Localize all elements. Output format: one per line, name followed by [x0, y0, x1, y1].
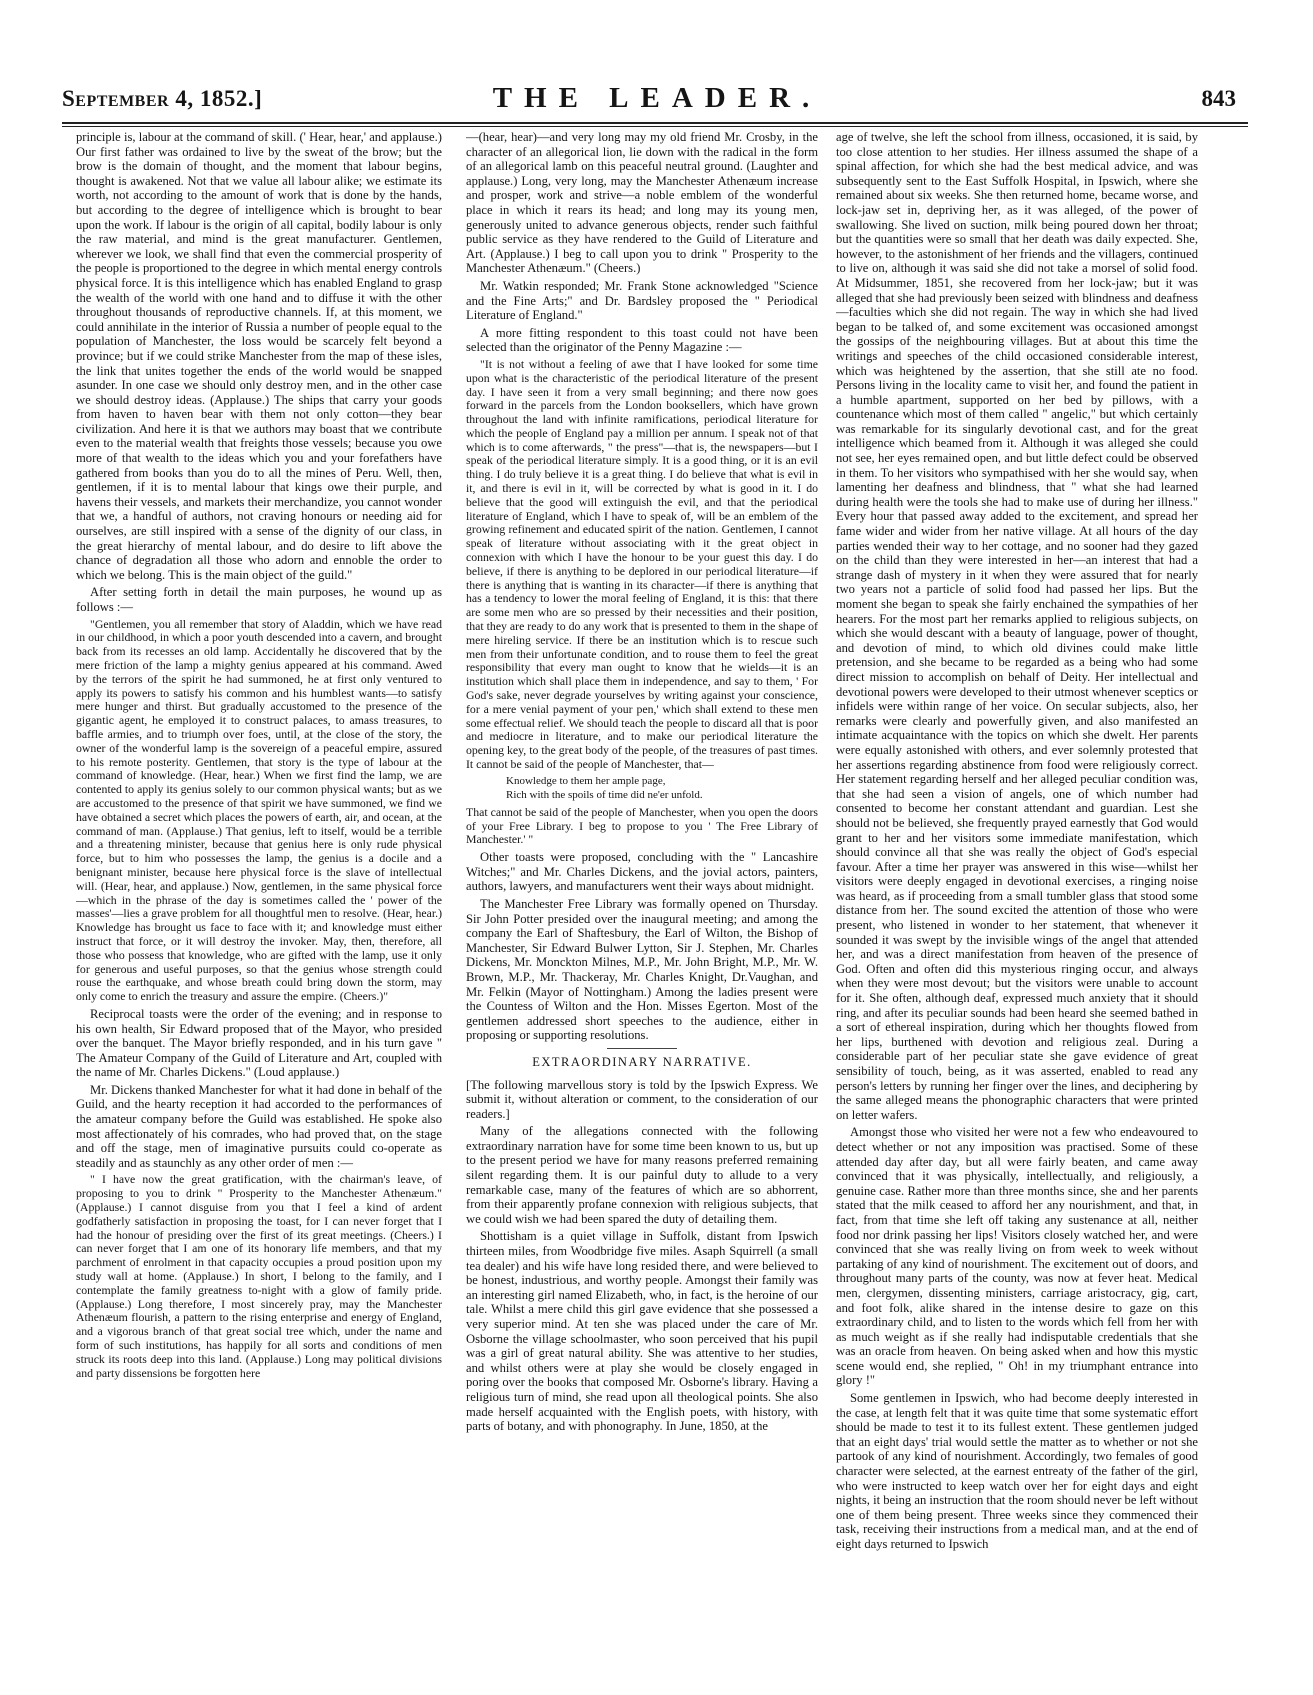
article-paragraph: Mr. Dickens thanked Manchester for what it had done in behalf of the Guild, and the hearty reception it had accorded to the performances of the amateur company before the Guild was established. He spoke also most affectionately of his comrades, who had proved that, on the stage and off the stage, men of imaginative pursuits could co-operate as steadily and as staunchly as any other order of men :—	[76, 1082, 442, 1170]
article-paragraph: A more fitting respondent to this toast could not have been selected than the originator of the Penny Magazine :—	[466, 325, 818, 355]
verse-line: Knowledge to them her ample page,	[506, 774, 666, 787]
article-paragraph: principle is, labour at the command of skill. (' Hear, hear,' and applause.) Our first father was ordained to live by the sweat of the brow; but the brow is the domain of thought, and the moment that labour begins, thought is awakened. Not that we value all labour alike; we estimate its worth, not according to the amount of work that is done by the hands, but according to the degree of intelligence which is brought to bear upon the work. If labour is the origin of all capital, bodily labour is only the raw material, and mind is the great manufacturer. Gentlemen, wherever we look, we shall find that even the commercial prosperity of the people is proportioned to the degree in which mental energy controls physical force. It is this intelligence which has enabled England to grasp the wealth of the world with one hand and to diffuse it with the other throughout thousands of reproductive channels. If, at this moment, we could annihilate in the interior of Russia a number of people equal to the population of Manchester, the loss would be scarcely felt beyond a province; but if we could strike Manchester from the map of these isles, the link that unites together the ends of the world would be snapped asunder. In one case we should only destroy men, and in the other case we should destroy ideas. (Applause.) The ships that carry your goods from haven to haven bear with them not only cotton—they bear civilization. And here it is that we authors may boast that we contribute even to the material wealth that freights those vessels; because you owe more of that wealth to the ideas which you and your forefathers have gathered from books than you do to all the mines of Peru. Well, then, gentlemen, if it is to mental labour that kings owe their purple, and havens their vessels, and markets their merchandize, you cannot wonder that we, a handful of authors, not craving honours or needing aid for ourselves, are still inspired with a sense of the dignity of our class, in the great hierarchy of mental labour, and do desire to lift above the chance of degradation all those who adorn and ennoble the order to which we belong. This is the main object of the guild."	[76, 130, 442, 582]
speech-quote: " I have now the great gratification, with the chairman's leave, of proposing to you to drink " Prosperity to the Manchester Athenæum." (Applause.) I cannot disguise from you that I feel a kind of ardent godfatherly satisfaction in proposing the toast, for I can never forget that I had the honour of presiding over the first of its great meetings. (Cheers.) I can never forget that I am one of its honorary life members, and that my parchment of enrolment in that capacity occupies a proud position upon my study wall at home. (Applause.) In short, I belong to the family, and I contemplate the family greatness to-night with a glow of family pride. (Applause.) Long therefore, I most sincerely pray, may the Manchester Athenæum flourish, a pattern to the rising enterprise and energy of England, and a vigorous branch of that great social tree which, under the name and form of such institutions, has happily for all sorts and conditions of men struck its roots deep into this land. (Applause.) Long may political divisions and party dissensions be forgotten here	[76, 1172, 442, 1380]
header-rule-thin	[62, 126, 1248, 127]
article-paragraph: Other toasts were proposed, concluding with the " Lancashire Witches;" and Mr. Charles Dickens, and the jovial actors, painters, authors, lawyers, and manufacturers went their ways about midnight.	[466, 850, 818, 894]
section-divider	[607, 1048, 677, 1049]
verse-line: Rich with the spoils of time did ne'er unfold.	[506, 788, 703, 801]
article-paragraph: age of twelve, she left the school from illness, occasioned, it is said, by too close attention to her studies. Her illness assumed the shape of a spinal affection, for which she had the best medical advice, and was subsequently sent to the East Suffolk Hospital, in Ipswich, where she remained about six weeks. She then returned home, became worse, and lock-jaw set in, depriving her, as it was alleged, of the power of swallowing. She lived on suction, milk being poured down her throat; but the quantities were so small that her death was daily expected. She, however, to the astonishment of her friends and the villagers, continued to live on, although it was said she did not take a morsel of solid food. At Midsummer, 1851, she recovered from her lock-jaw; but it was alleged that she had previously been seized with blindness and deafness—faculties which she did not regain. The way in which she had lived began to be talked of, and some excitement was occasioned amongst the gossips of the neighbouring villages. But at about this time the writings and speeches of the child occasioned considerable interest, which was heightened by the assertion, that she still ate no food. Persons living in the locality came to visit her, and found the patient in a humble apartment, supported on her bed by pillows, with a countenance which most of them called " angelic," but which certainly was remarkable for its singularly devotional cast, and for the great intelligence which beamed from it. Although it was alleged she could not see, her eyes remained open, and but little defect could be observed in them. To her visitors who sympathised with her she would say, when lamenting her deafness and blindness, that " what she had learned during health were the tools she had to make use of during her illness." Every hour that passed away added to the excitement, and spread her fame wider and wider from her native village. At all hours of the day parties wended their way to her cottage, and no sooner had they gazed on the child than they were interested in her—an interest that had a strange dash of mystery in it when they were assured that for nearly two years not a particle of solid food had passed her lips. But the moment she began to speak she fairly enchained the sympathies of her hearers. For the most part her remarks applied to religious subjects, on which she would descant with a beauty of language, power of thought, and devotion of mind, to which old divines could make little pretension, and she became to be regarded as a being who had some direct mission to accomplish on behalf of Deity. Her intellectual and devotional powers were developed to their utmost whenever sceptics or infidels were within range of her voice. On secular subjects, also, her remarks were clearly and powerfully given, and also manifested an intimate acquaintance with the topics on which she dwelt. Her parents were equally astonished with others, and ever solemnly protested that her assertions regarding abstinence from food were religiously correct. Her statement regarding herself and her alleged peculiar condition was, that she had seen a vision of angels, one of which number had consented to become her constant attendant and guardian. Lest she should not be believed, she frequently prayed earnestly that God would grant to her and her visitors some immediate manifestation, which should convince all that she was really the object of God's especial favour. After a time her prayer was answered in this wise—whilst her visitors were deeply engaged in devotional exercises, a ringing noise was heard, as if proceeding from a small tumbler glass that stood some distance from her. The sound excited the attention of those who were present, who listened in wonder to her statement, that whenever it sounded it was swept by the invisible wings of the angel that attended her, and was a direct manifestation from heaven of the presence of God. Often and often did this mysterious ringing occur, and always when they were most devout; but the visitors were unable to account for it. She often, although deaf, expressed much anxiety that it should ring, and after its peculiar sounds had been heard she seemed bathed in a sort of ethereal inspiration, during which her thoughts flowed from her lips, burthened with devotion and religious zeal. During a considerable part of her peculiar state she gave evidence of great sensibility of touch, being, as it was asserted, enabled to read any person's letters by running her finger over the lines, and deciphering by the same alleged means the phonographic characters that were printed on letter wafers.	[836, 130, 1198, 1122]
article-paragraph: Many of the allegations connected with the following extraordinary narration have for some time been known to us, but up to the present period we have for many reasons preferred remaining silent regarding them. It is our painful duty to allude to a very remarkable case, many of the features of which are so abhorrent, from their apparently profane connexion with religious subjects, that we could wish we had been spared the duty of detailing them.	[466, 1124, 818, 1226]
speech-quote: "It is not without a feeling of awe that I have looked for some time upon what is the characteristic of the periodical literature of the present day. I have seen it from a very small beginning; and there now goes forward in the parcels from the London booksellers, which have grown throughout the land with infinite ramifications, periodical literature for which the people of England pay a million per annum. I speak not of that which is to come afterwards, " the press"—that is, the newspapers—but I speak of the periodical literature simply. It is a good thing, or it is an evil thing. I do truly believe it is a great thing. I do believe that what is evil in it, and there is evil in it, will be corrected by what is good in it. I do believe that the good will extinguish the evil, and that the periodical literature of England, which I have to speak of, will be an emblem of the growing refinement and educated spirit of the nation. Gentlemen, I cannot speak of literature without associating with it the great object in connexion with which I have the honour to be your guest this day. I do believe, if there is anything to be deplored in our periodical literature—if there is anything that is wanting in its character—if there is anything that has a tendency to lower the moral feeling of England, it is this: that there are some men who are so pressed by their necessities and their position, that they are ready to do any work that is presented to them in the shape of mere hireling service. If there be an institution which is to rescue such men from their unfortunate condition, and to rouse them to feel the great responsibility that every man ought to know that he wields—it is an institution which shall place them in independence, and say to them, ' For God's sake, never degrade yourselves by writing against your conscience, for a mere venial payment of your pen,' which shall extend to these men some effectual relief. We should teach the people to discard all that is poor and mediocre in literature, and to make our periodical literature the opening key, to the great body of the people, of the treasures of past times. It cannot be said of the people of Manchester, that—	[466, 356, 818, 772]
page-header	[62, 82, 1252, 118]
speech-quote: —(hear, hear)—and very long may my old friend Mr. Crosby, in the character of an allegorical lion, lie down with the radical in the form of an allegorical lamb on this peaceful neutral ground. (Laughter and applause.) Long, very long, may the Manchester Athenæum increase and prosper, work and strive—a noble emblem of the wonderful place in which it rears its head; and long may its young men, generously united to advance generous objects, render such faithful public service as they have rendered to the Guild of Literature and Art. (Applause.) I beg to call upon you to drink " Prosperity to the Manchester Athenæum." (Cheers.)	[466, 130, 818, 276]
article-paragraph: Amongst those who visited her were not a few who endeavoured to detect whether or not any imposition was practised. Some of these attended day after day, but all were fairly beaten, and came away convinced that it was physically, intellectually, and religiously, a genuine case. Rather more than three months since, she and her parents stated that the milk ceased to afford her any nourishment, and that, in fact, from that time she left off taking any sustenance at all, neither food nor drink passing her lips! Visitors closely watched her, and were convinced that she was really living on from week to week without partaking of any kind of nourishment. The excitement out of doors, and throughout many parts of the county, was now at fever heat. Medical men, clergymen, dissenting ministers, carriage aristocracy, gig, cart, and foot folk, alike shared in the intense desire to gaze on this extraordinary child, and to listen to the words which fell from her with as much weight as if she really had indisputable credentials that she was an oracle from heaven. On being asked when and how this mystic scene would end, she replied, " Oh! in my triumphant entrance into glory !"	[836, 1125, 1198, 1388]
section-title: EXTRAORDINARY NARRATIVE.	[532, 1054, 752, 1069]
newspaper-title: THE LEADER.	[492, 82, 822, 114]
editor-note: [The following marvellous story is told by the Ipswich Express. We submit it, without alteration or comment, to the consideration of our readers.]	[466, 1077, 818, 1121]
column-left	[76, 130, 442, 1675]
article-paragraph: After setting forth in detail the main purposes, he wound up as follows :—	[76, 585, 442, 614]
column-right	[836, 130, 1198, 1675]
column-middle	[466, 130, 818, 1675]
page-number: 843	[1201, 86, 1236, 111]
article-paragraph: Some gentlemen in Ipswich, who had become deeply interested in the case, at length felt that it was quite time that some systematic effort should be made to test it to its fullest extent. These gentlemen judged that an eight days' trial would settle the matter as to whether or not she partook of any kind of nourishment. Accordingly, two females of good character were selected, at the earnest entreaty of the father of the girl, who were instructed to keep watch over her for eight days and eight nights, it being an instruction that the room should never be left without one of them being present. Three weeks since they commenced their task, receiving their instructions from a medical man, and at the end of eight days returned to Ipswich	[836, 1391, 1198, 1551]
header-rule-thick	[62, 122, 1248, 124]
issue-date: September 4, 1852.]	[62, 86, 263, 111]
article-paragraph: Mr. Watkin responded; Mr. Frank Stone acknowledged "Science and the Fine Arts;" and Dr. Bardsley proposed the " Periodical Literature of England."	[466, 278, 818, 323]
speech-quote: "Gentlemen, you all remember that story of Aladdin, which we have read in our childhood, in which a poor youth descended into a cavern, and brought back from its recesses an old lamp. Accidentally he discovered that by the mere friction of the lamp a mighty genius appeared at his command. Awed by the terrors of the spirit he had summoned, he at first only ventured to apply its powers to satisfy his common and his humblest wants—to satisfy mere hunger and thirst. But gradually accustomed to the presence of the gigantic agent, he employed it to construct palaces, to amass treasures, to baffle armies, and to triumph over foes, until, at the close of the story, the owner of the wonderful lamp is the sovereign of a peaceful empire, assured to his remote posterity. Gentlemen, that story is the type of labour at the command of knowledge. (Hear, hear.) When we first find the lamp, we are contented to apply its genius solely to our common physical wants; but as we are accustomed to the presence of that spirit we have summoned, we find we have obtained a secret which places the powers of earth, air, and ocean, at the command of man. (Applause.) That genius, left to itself, would be a terrible and a threatening minister, because that genius here is only rude physical force, but to him who possesses the lamp, the genius is a docile and a benignant minister, because here physical force is the slave of intellectual will. (Hear, hear, and applause.) Now, gentlemen, in the same physical force—which in the phrase of the day is sometimes called the ' power of the masses'—lies a grave problem for all thoughtful men to resolve. (Hear, hear.) Knowledge has brought us face to face with it; and knowledge must either instruct that force, or it will destroy the invoker. May, then, therefore, all those who possess that knowledge, who are gifted with the lamp, use it only for generous and useful purposes, so that the genius whose strength could rouse the earthquake, and whose breath could bring down the storm, may only come to enrich the treasury and assure the empire. (Cheers.)"	[76, 616, 442, 1004]
article-paragraph: The Manchester Free Library was formally opened on Thursday. Sir John Potter presided over the inaugural meeting; and among the company the Earl of Shaftesbury, the Earl of Wilton, the Bishop of Manchester, Sir Edward Bulwer Lytton, Sir J. Stephen, Mr. Charles Dickens, Mr. Monckton Milnes, M.P., Mr. John Bright, M.P., Mr. W. Brown, M.P., Mr. Thackeray, Mr. Charles Knight, Dr.Vaughan, and Mr. Felkin (Mayor of Nottingham.) Among the ladies present were the Countess of Wilton and the Hon. Misses Egerton. Most of the gentlemen addressed short speeches to the audience, either in proposing or supporting resolutions.	[466, 896, 818, 1043]
article-paragraph: Reciprocal toasts were the order of the evening; and in response to his own health, Sir Edward proposed that of the Mayor, who presided over the banquet. The Mayor briefly responded, and in his turn gave " The Amateur Company of the Guild of Literature and Art, coupled with the name of Mr. Charles Dickens." (Loud applause.)	[76, 1006, 442, 1080]
speech-quote: That cannot be said of the people of Manchester, when you open the doors of your Free Library. I beg to propose to you ' The Free Library of Manchester.' "	[466, 804, 818, 847]
article-paragraph: Shottisham is a quiet village in Suffolk, distant from Ipswich thirteen miles, from Woodbridge five miles. Asaph Squirrell (a small tea dealer) and his wife have long resided there, and were believed to be honest, industrious, and worthy people. Amongst their family was an interesting girl named Elizabeth, who, in fact, is the heroine of our tale. Whilst a mere child this girl gave evidence that she possessed a very superior mind. At ten she was placed under the care of Mr. Osborne the village schoolmaster, who soon perceived that his pupil was a girl of great natural ability. She was attentive to her studies, and whilst others were at play she would be closely engaged in poring over the books that composed Mr. Osborne's library. Having a religious turn of mind, she read upon all theological points. She also made herself acquainted with the English poets, with history, with parts of botany, and with phonography. In June, 1850, at the	[466, 1229, 818, 1434]
